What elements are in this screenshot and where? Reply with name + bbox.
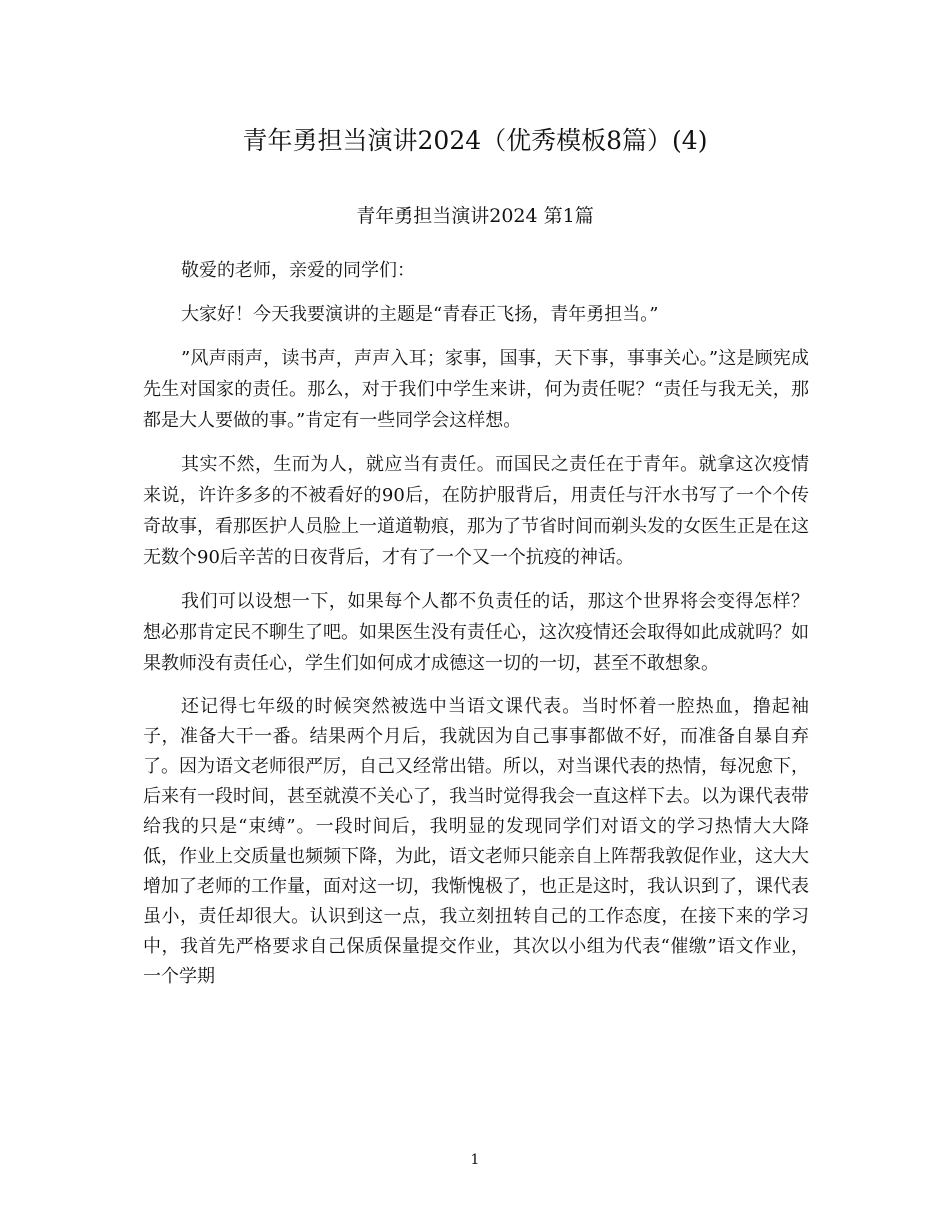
paragraph-salutation: 敬爱的老师，亲爱的同学们： (181, 260, 415, 281)
document-title: 青年勇担当演讲2024（优秀模板8篇）(4) (242, 126, 708, 155)
paragraph-imagine: 我们可以设想一下，如果每个人都不负责任的话，那这个世界将会变得怎样？想必那肯定民不聊生了吧。如果医生没有责任心，这次疫情还会取得如此成就吗？如果教师没有责任心，学生们如何成才成德这一切的一切，甚至不敢想象。 (143, 591, 809, 674)
page-number: 1 (470, 1152, 480, 1168)
paragraph-story: 还记得七年级的时候突然被选中当语文课代表。当时怀着一腔热血，撸起袖子，准备大干一番。结果两个月后，我就因为自己事事都做不好，而准备自暴自弃了。因为语文老师很严厉，自己又经常出错。所以，对当课代表的热情，每况愈下，后来有一段时间，甚至就漠不关心了，我当时觉得我会一直这样下去。以为课代表带给我的只是“束缚”。一段时间后，我明显的发现同学们对语文的学习热情大大降低，作业上交质量也频频下降，为此，语文老师只能亲自上阵帮我敦促作业，这大大增加了老师的工作量，面对这一切，我惭愧极了，也正是这时，我认识到了，课代表虽小，责任却很大。认识到这一点，我立刻扭转自己的工作态度，在接下来的学习中，我首先严格要求自己保质保量提交作业，其次以小组为代表“催缴”语文作业，一个学期 (143, 696, 809, 987)
paragraph-quote: ”风声雨声，读书声，声声入耳；家事，国事，天下事，事事关心。”这是顾宪成先生对国家的责任。那么，对于我们中学生来讲，何为责任呢？“责任与我无关，那都是大人要做的事。”肯定有一些同学会这样想。 (143, 348, 809, 431)
paragraph-topic: 大家好！今天我要演讲的主题是“青春正飞扬，青年勇担当。” (181, 304, 659, 325)
section-title: 青年勇担当演讲2024 第1篇 (356, 205, 594, 227)
paragraph-epidemic: 其实不然，生而为人，就应当有责任。而国民之责任在于青年。就拿这次疫情来说，许许多多的不被看好的90后，在防护服背后，用责任与汗水书写了一个个传奇故事，看那医护人员脸上一道道勒痕，那为了节省时间而剃头发的女医生正是在这无数个90后辛苦的日夜背后，才有了一个又一个抗疫的神话。 (143, 454, 809, 568)
document-body (143, 255, 809, 1005)
